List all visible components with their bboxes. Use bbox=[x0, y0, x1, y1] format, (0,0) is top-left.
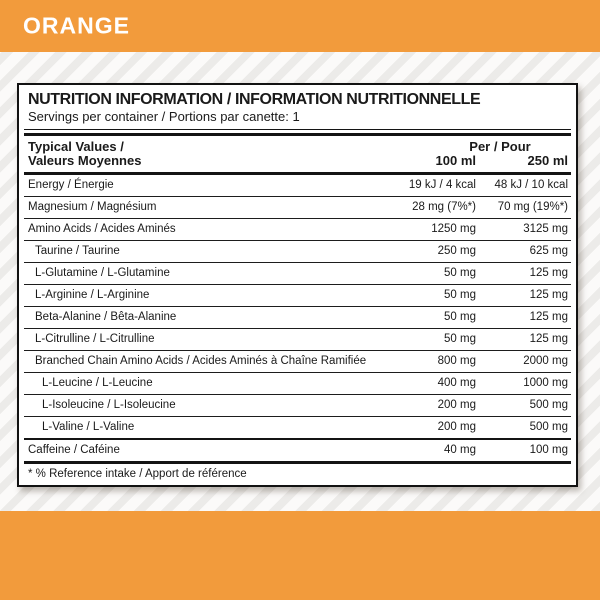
column-100ml: 100 ml bbox=[435, 152, 476, 168]
nutrient-table bbox=[24, 175, 571, 461]
nutrient-name: Amino Acids / Acides Aminés bbox=[28, 223, 176, 235]
per-100ml-value: 50 mg bbox=[444, 311, 476, 323]
per-100ml-value: 50 mg bbox=[444, 289, 476, 301]
per-250ml-value: 48 kJ / 10 kcal bbox=[494, 179, 568, 191]
per-100ml-value: 40 mg bbox=[444, 444, 476, 456]
servings-line: Servings per container / Portions par canette: 1 bbox=[28, 109, 300, 124]
nutrient-row bbox=[24, 196, 571, 218]
nutrient-row bbox=[24, 438, 571, 461]
per-250ml-value: 500 mg bbox=[529, 399, 568, 411]
typical-values-heading bbox=[24, 140, 141, 168]
nutrient-name: L-Valine / L-Valine bbox=[42, 421, 135, 433]
nutrient-name: Taurine / Taurine bbox=[35, 245, 120, 257]
header-double-rule bbox=[24, 129, 571, 137]
nutrient-name: L-Leucine / L-Leucine bbox=[42, 377, 153, 389]
nutrient-row bbox=[24, 306, 571, 328]
nutrient-name: Beta-Alanine / Bêta-Alanine bbox=[35, 311, 177, 323]
per-100ml-value: 800 mg bbox=[437, 355, 476, 367]
per-100ml-value: 28 mg (7%*) bbox=[412, 201, 476, 213]
per-250ml-value: 1000 mg bbox=[523, 377, 568, 389]
nutrient-row bbox=[24, 372, 571, 394]
panel-title: NUTRITION INFORMATION / INFORMATION NUTRITIONNELLE bbox=[28, 91, 481, 108]
per-columns-heading bbox=[374, 140, 571, 168]
nutrient-name: Energy / Énergie bbox=[28, 179, 114, 191]
per-100ml-value: 200 mg bbox=[437, 399, 476, 411]
nutrient-row bbox=[24, 175, 571, 196]
per-250ml-value: 125 mg bbox=[529, 311, 568, 323]
nutrient-row bbox=[24, 284, 571, 306]
nutrient-name: L-Citrulline / L-Citrulline bbox=[35, 333, 155, 345]
nutrient-name: L-Isoleucine / L-Isoleucine bbox=[42, 399, 176, 411]
per-pour-label: Per / Pour bbox=[469, 138, 531, 154]
per-250ml-value: 125 mg bbox=[529, 267, 568, 279]
nutrient-row bbox=[24, 262, 571, 284]
per-250ml-value: 2000 mg bbox=[523, 355, 568, 367]
per-100ml-value: 19 kJ / 4 kcal bbox=[408, 179, 476, 191]
per-100ml-value: 50 mg bbox=[444, 333, 476, 345]
nutrient-row bbox=[24, 240, 571, 262]
column-units bbox=[374, 154, 571, 168]
per-250ml-value: 3125 mg bbox=[523, 223, 568, 235]
per-100ml-value: 250 mg bbox=[437, 245, 476, 257]
flavor-banner bbox=[0, 0, 600, 52]
per-100ml-value: 50 mg bbox=[444, 267, 476, 279]
per-250ml-value: 500 mg bbox=[529, 421, 568, 433]
nutrient-name: L-Arginine / L-Arginine bbox=[35, 289, 150, 301]
per-250ml-value: 125 mg bbox=[529, 333, 568, 345]
nutrient-name: Caffeine / Caféine bbox=[28, 444, 120, 456]
typical-values-line2: Valeurs Moyennes bbox=[28, 152, 142, 168]
per-100ml-value: 400 mg bbox=[437, 377, 476, 389]
nutrition-panel bbox=[17, 83, 578, 487]
nutrient-name: Magnesium / Magnésium bbox=[28, 201, 157, 213]
nutrient-name: Branched Chain Amino Acids / Acides Aminés à Chaîne Ramifiée bbox=[35, 355, 367, 367]
nutrient-row bbox=[24, 350, 571, 372]
per-100ml-value: 200 mg bbox=[437, 421, 476, 433]
per-250ml-value: 70 mg (19%*) bbox=[497, 201, 568, 213]
per-250ml-value: 100 mg bbox=[529, 444, 568, 456]
nutrient-row bbox=[24, 328, 571, 350]
typical-values-line1: Typical Values / bbox=[28, 138, 124, 154]
nutrient-name: L-Glutamine / L-Glutamine bbox=[35, 267, 170, 279]
column-250ml: 250 ml bbox=[527, 152, 568, 168]
column-header bbox=[24, 137, 571, 172]
reference-intake-footnote: * % Reference intake / Apport de référence bbox=[28, 468, 247, 480]
bottom-banner bbox=[0, 511, 600, 600]
nutrient-row bbox=[24, 416, 571, 438]
per-100ml-value: 1250 mg bbox=[431, 223, 476, 235]
nutrient-row bbox=[24, 394, 571, 416]
per-250ml-value: 125 mg bbox=[529, 289, 568, 301]
per-250ml-value: 625 mg bbox=[529, 245, 568, 257]
nutrient-row bbox=[24, 218, 571, 240]
flavor-name: ORANGE bbox=[23, 12, 130, 39]
